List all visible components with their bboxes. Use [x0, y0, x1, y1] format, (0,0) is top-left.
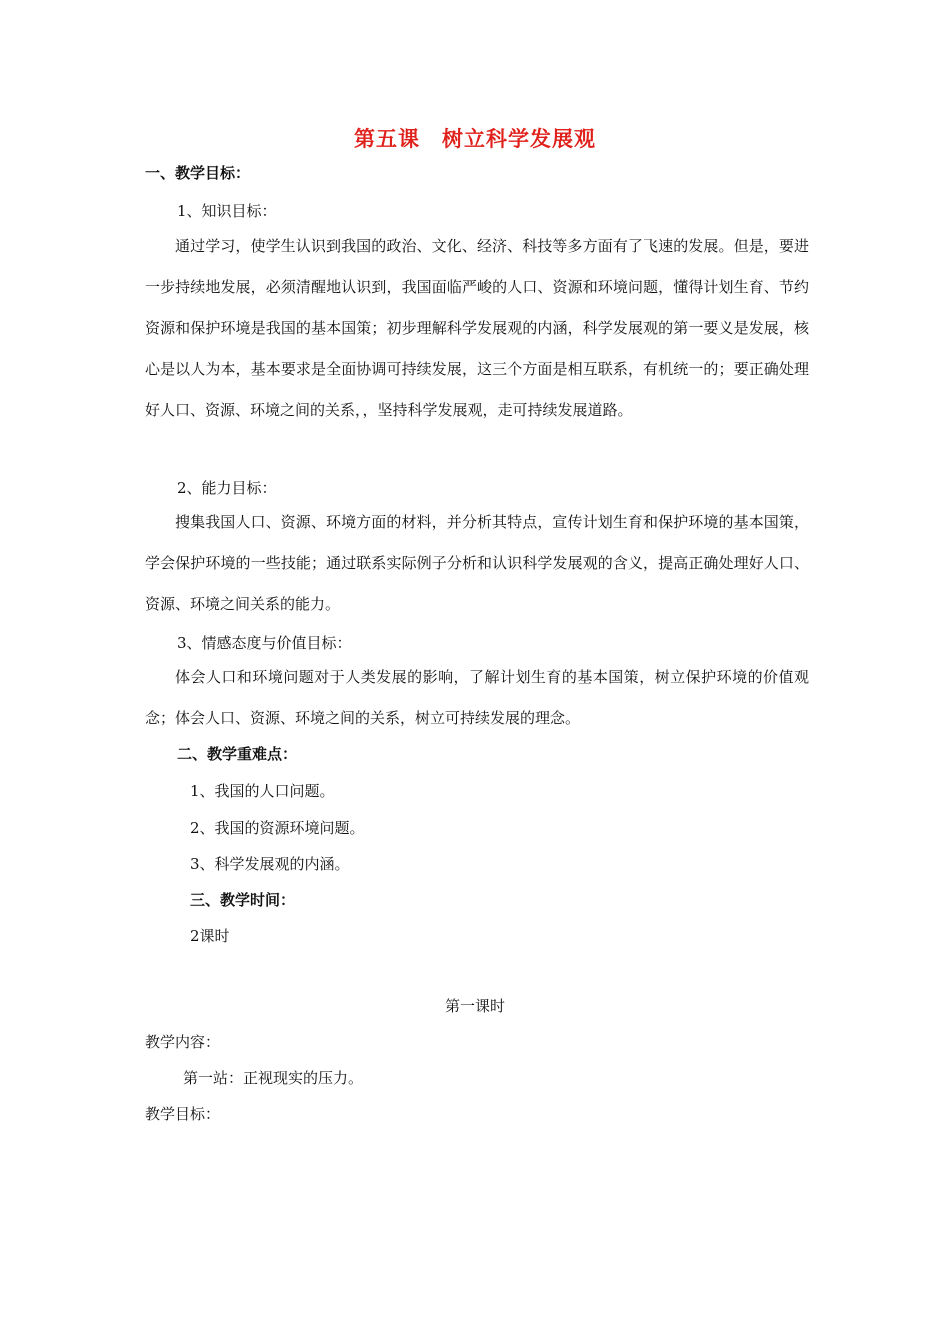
- emotion-paragraph: 体会人口和环境问题对于人类发展的影响，了解计划生育的基本国策，树立保护环境的价值观念；体会人口、资源、环境之间的关系，树立可持续发展的理念。: [145, 668, 809, 727]
- ability-heading: 2、能力目标：: [177, 479, 277, 497]
- keypoint-item: 1、我国的人口问题。: [190, 782, 335, 800]
- ability-paragraph: 搜集我国人口、资源、环境方面的材料，并分析其特点，宣传计划生育和保护环境的基本国策，学会保护环境的一些技能；通过联系实际例子分析和认识科学发展观的含义，提高正确处理好人口、资源、环境之间关系的能力。: [145, 513, 809, 613]
- emotion-heading: 3、情感态度与价值目标：: [177, 634, 352, 652]
- document-title: 第五课 树立科学发展观: [354, 126, 596, 151]
- content-item: 第一站：正视现实的压力。: [183, 1069, 364, 1087]
- keypoints-heading: 二、教学重难点：: [177, 745, 298, 763]
- time-value: 2课时: [190, 927, 230, 945]
- content-label: 教学内容：: [145, 1033, 221, 1051]
- goals-heading: 一、教学目标：: [145, 164, 251, 182]
- objective-label: 教学目标：: [145, 1105, 221, 1123]
- keypoint-item: 2、我国的资源环境问题。: [190, 819, 365, 837]
- lesson-heading: 第一课时: [444, 997, 505, 1015]
- keypoint-item: 3、科学发展观的内涵。: [190, 855, 350, 873]
- knowledge-heading: 1、知识目标：: [177, 202, 277, 220]
- time-heading: 三、教学时间：: [190, 891, 296, 909]
- knowledge-paragraph: 通过学习，使学生认识到我国的政治、文化、经济、科技等多方面有了飞速的发展。但是，要进一步持续地发展，必须清醒地认识到，我国面临严峻的人口、资源和环境问题，懂得计划生育、节约资源和保护环境是我国的基本国策；初步理解科学发展观的内涵，科学发展观的第一要义是发展，核心是以人为本，基本要求是全面协调可持续发展，这三个方面是相互联系，有机统一的；要正确处理好人口、资源、环境之间的关系，，坚持科学发展观，走可持续发展道路。: [145, 237, 809, 419]
